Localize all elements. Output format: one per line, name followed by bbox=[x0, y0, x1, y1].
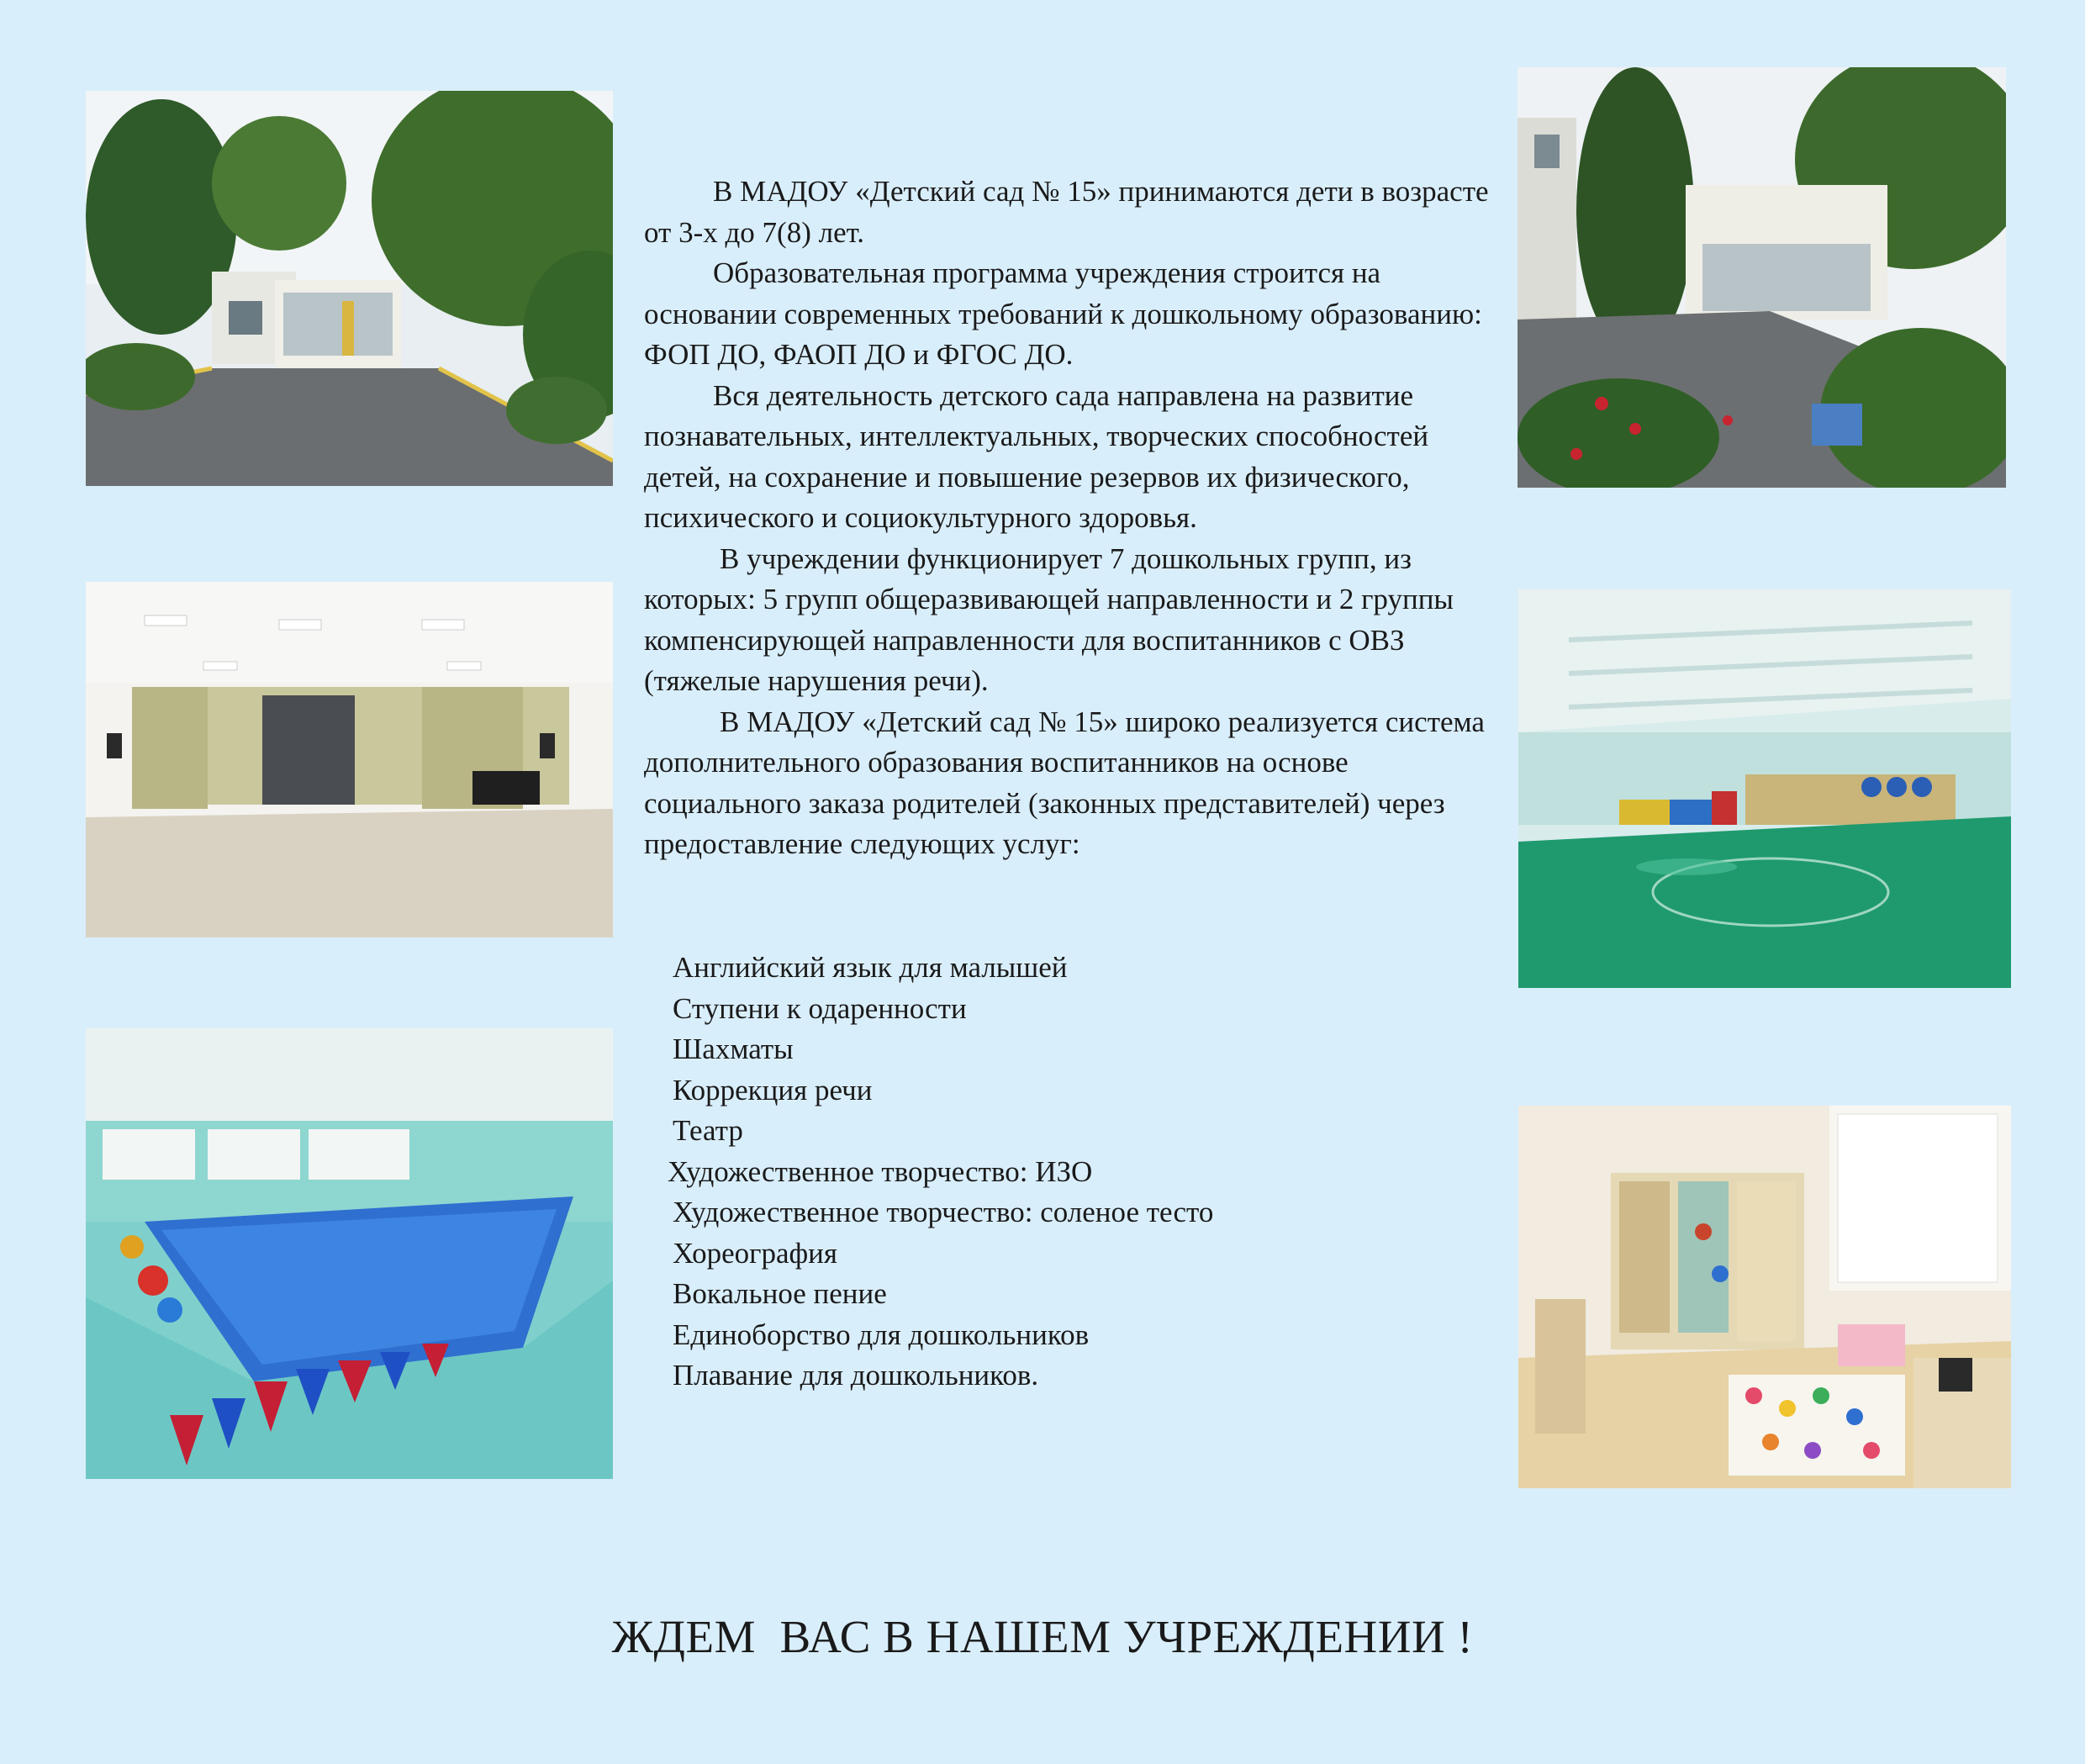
service-item: Английский язык для малышей bbox=[673, 951, 1068, 984]
photo-pool bbox=[86, 1028, 613, 1479]
photo-music-hall bbox=[86, 582, 613, 937]
services-list bbox=[668, 948, 1496, 1397]
service-item: Единоборство для дошкольников bbox=[673, 1318, 1090, 1351]
intro-text bbox=[644, 172, 1502, 865]
service-item: Художественное творчество: соленое тесто bbox=[673, 1196, 1214, 1228]
paragraph-admission: В МАДОУ «Детский сад № 15» принимаются дети в возрасте от 3-х до 7(8) лет. bbox=[644, 175, 1489, 249]
photo-group-room bbox=[1518, 1106, 2011, 1488]
service-item: Театр bbox=[673, 1114, 743, 1147]
service-item: Ступени к одаренности bbox=[673, 991, 967, 1025]
service-item: Коррекция речи bbox=[673, 1073, 873, 1106]
photo-building-front bbox=[86, 91, 613, 486]
service-item: Шахматы bbox=[673, 1033, 794, 1065]
closing-invitation: ЖДЕМ ВАС В НАШЕМ УЧРЕЖДЕНИИ ! bbox=[611, 1611, 1474, 1662]
photo-building-side bbox=[1518, 67, 2006, 488]
service-item: Хореография bbox=[673, 1236, 838, 1270]
service-item: Плавание для дошкольников. bbox=[673, 1359, 1039, 1392]
paragraph-activities: Вся деятельность детского сада направлена на развитие познавательных, интеллектуальных, творческих способностей детей, на сохранение и повышение резервов их физического, психического и социокультурного здоровья. bbox=[644, 378, 1429, 534]
paragraph-groups: В учреждении функционирует 7 дошкольных групп, из которых: 5 групп общеразвивающей направленности и 2 группы компенсирующей направленности для воспитанников с ОВЗ (тяжелые нарушения речи). bbox=[644, 541, 1454, 697]
service-item: Вокальное пение bbox=[673, 1277, 887, 1310]
service-item: Художественное творчество: ИЗО bbox=[668, 1154, 1093, 1188]
paragraph-program: Образовательная программа учреждения строится на основании современных требований к дошкольному образованию: ФОП ДО, ФАОП ДО и ФГОС ДО. bbox=[644, 256, 1482, 371]
paragraph-extra-education: В МАДОУ «Детский сад № 15» широко реализуется система дополнительного образования воспитанников на основе социального заказа родителей (законных представителей) через предоставление следующих услуг: bbox=[644, 705, 1485, 860]
photo-gym bbox=[1518, 589, 2011, 988]
